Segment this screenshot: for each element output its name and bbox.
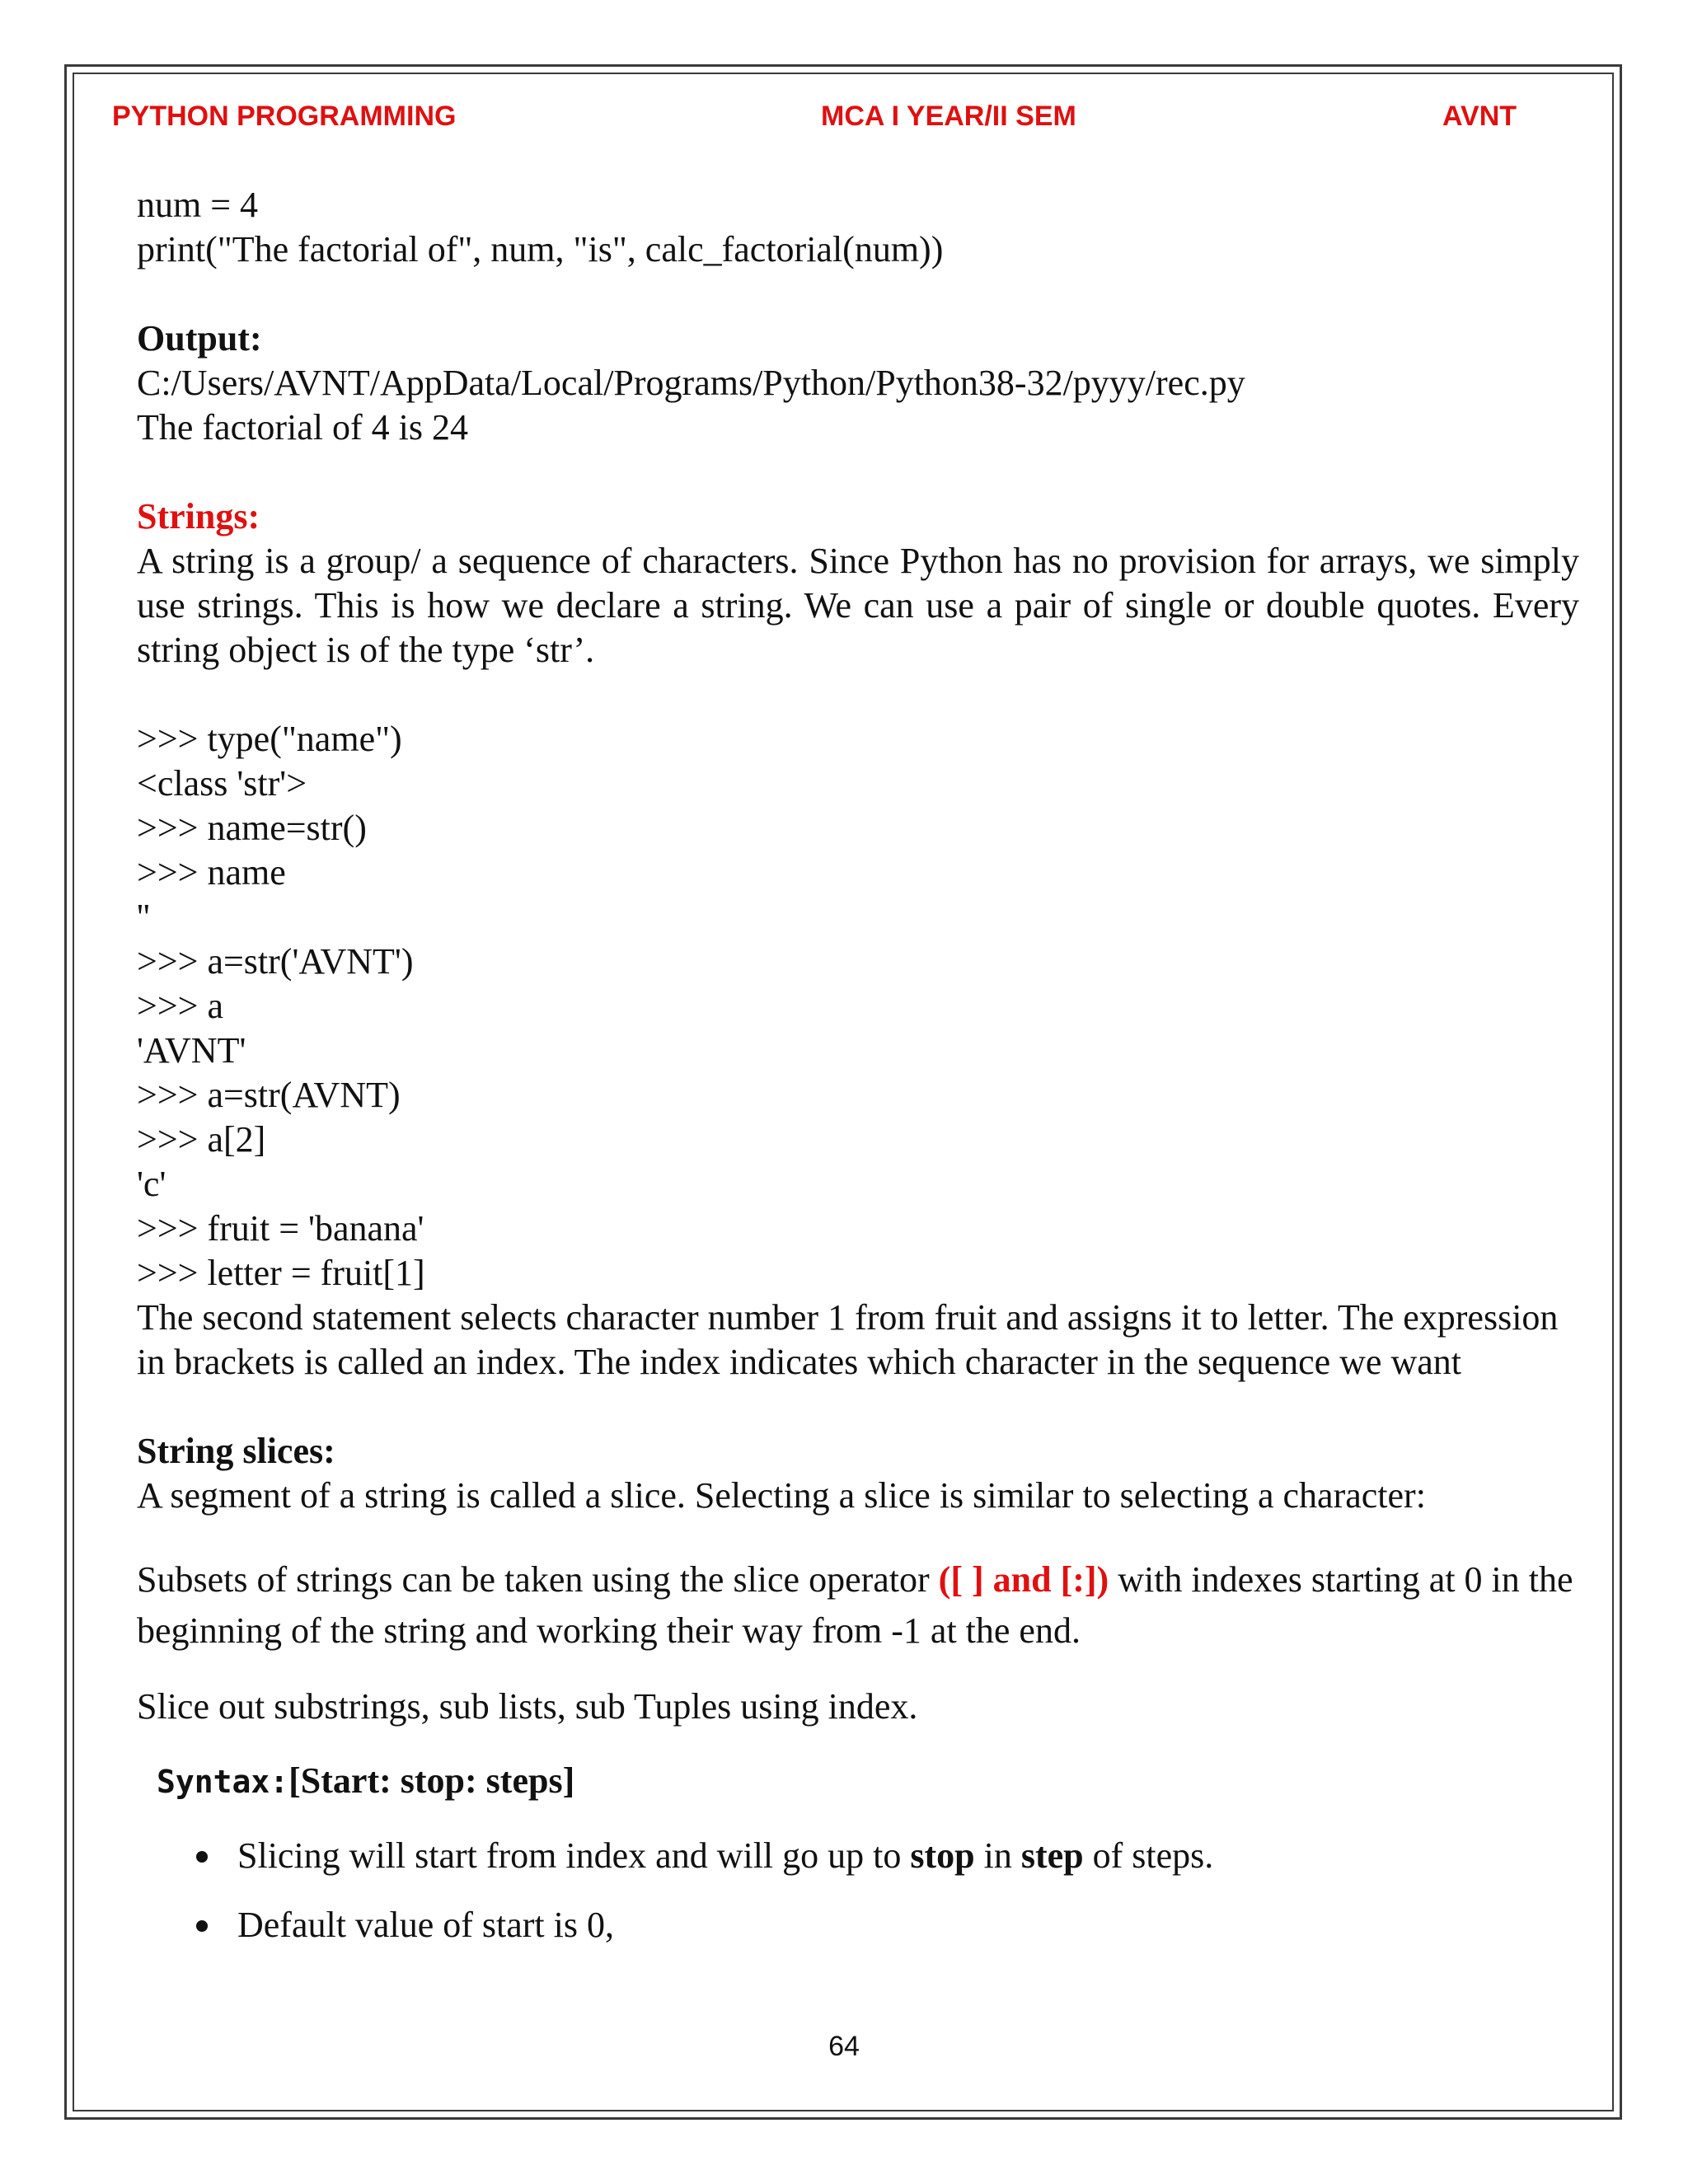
slicing-rules-list [137, 1834, 1579, 1947]
code-line: >>> fruit = 'banana' [137, 1208, 424, 1249]
code-line: >>> letter = fruit[1] [137, 1253, 425, 1293]
code-line: <class 'str'> [137, 763, 307, 804]
page-content [137, 183, 1579, 1972]
list-item: Slicing will start from index and will go up to stop in step of steps. [137, 1834, 1579, 1878]
code-line: >>> a[2] [137, 1119, 266, 1160]
syntax-value: [Start: stop: steps] [288, 1760, 575, 1801]
code-line: >>> type("name") [137, 719, 402, 759]
string-slices-heading: String slices: [137, 1431, 335, 1471]
page-number: 64 [828, 2031, 860, 2062]
slice-operator-highlight: ([ ] and [:]) [938, 1559, 1109, 1600]
code-line: 'AVNT' [137, 1030, 246, 1071]
syntax-label: Syntax: [157, 1764, 289, 1800]
subsets-text: Subsets of strings can be taken using the slice operator [137, 1559, 939, 1600]
code-line: >>> a=str('AVNT') [137, 941, 414, 982]
index-explanation: The second statement selects character number 1 from fruit and assigns it to letter. The expression in brackets is called an index. The index indicates which character in the sequence we want [137, 1297, 1559, 1382]
header-author: AVNT [1442, 101, 1517, 132]
list-item: Default value of start is 0, [137, 1903, 1579, 1947]
code-line: num = 4 [137, 185, 259, 225]
code-line: print("The factorial of", num, "is", calc_factorial(num)) [137, 229, 944, 269]
slices-intro: A segment of a string is called a slice. Selecting a slice is similar to selecting a character: [137, 1475, 1426, 1516]
code-line: >>> a [137, 986, 223, 1026]
bullet-icon [196, 1851, 208, 1863]
output-heading: Output: [137, 318, 262, 359]
code-line: '' [137, 897, 150, 937]
subsets-paragraph [137, 1554, 1579, 1657]
syntax-line [137, 1759, 1579, 1804]
subsets-text-end: with indexes starting at 0 in the beginning of the string and working their way from -1 at the end. [137, 1559, 1573, 1651]
output-line: C:/Users/AVNT/AppData/Local/Programs/Python/Python38-32/pyyy/rec.py [137, 363, 1245, 403]
code-line: 'c' [137, 1164, 166, 1204]
bullet-icon [196, 1920, 208, 1932]
output-line: The factorial of 4 is 24 [137, 407, 468, 448]
header-course-year: MCA I YEAR/II SEM [821, 101, 1076, 132]
page-header [0, 101, 1688, 142]
code-line: >>> name=str() [137, 808, 367, 848]
code-line: >>> a=str(AVNT) [137, 1075, 401, 1115]
slice-out-text: Slice out substrings, sub lists, sub Tuples using index. [137, 1686, 918, 1727]
code-line: >>> name [137, 852, 286, 893]
strings-heading: Strings: [137, 496, 260, 537]
strings-paragraph: A string is a group/ a sequence of characters. Since Python has no provision for arrays, we simply use strings. This is how we declare a string. We can use a pair of single or double quotes. Every string object is of the type ‘str’. [137, 541, 1579, 670]
header-course-title: PYTHON PROGRAMMING [112, 101, 457, 132]
